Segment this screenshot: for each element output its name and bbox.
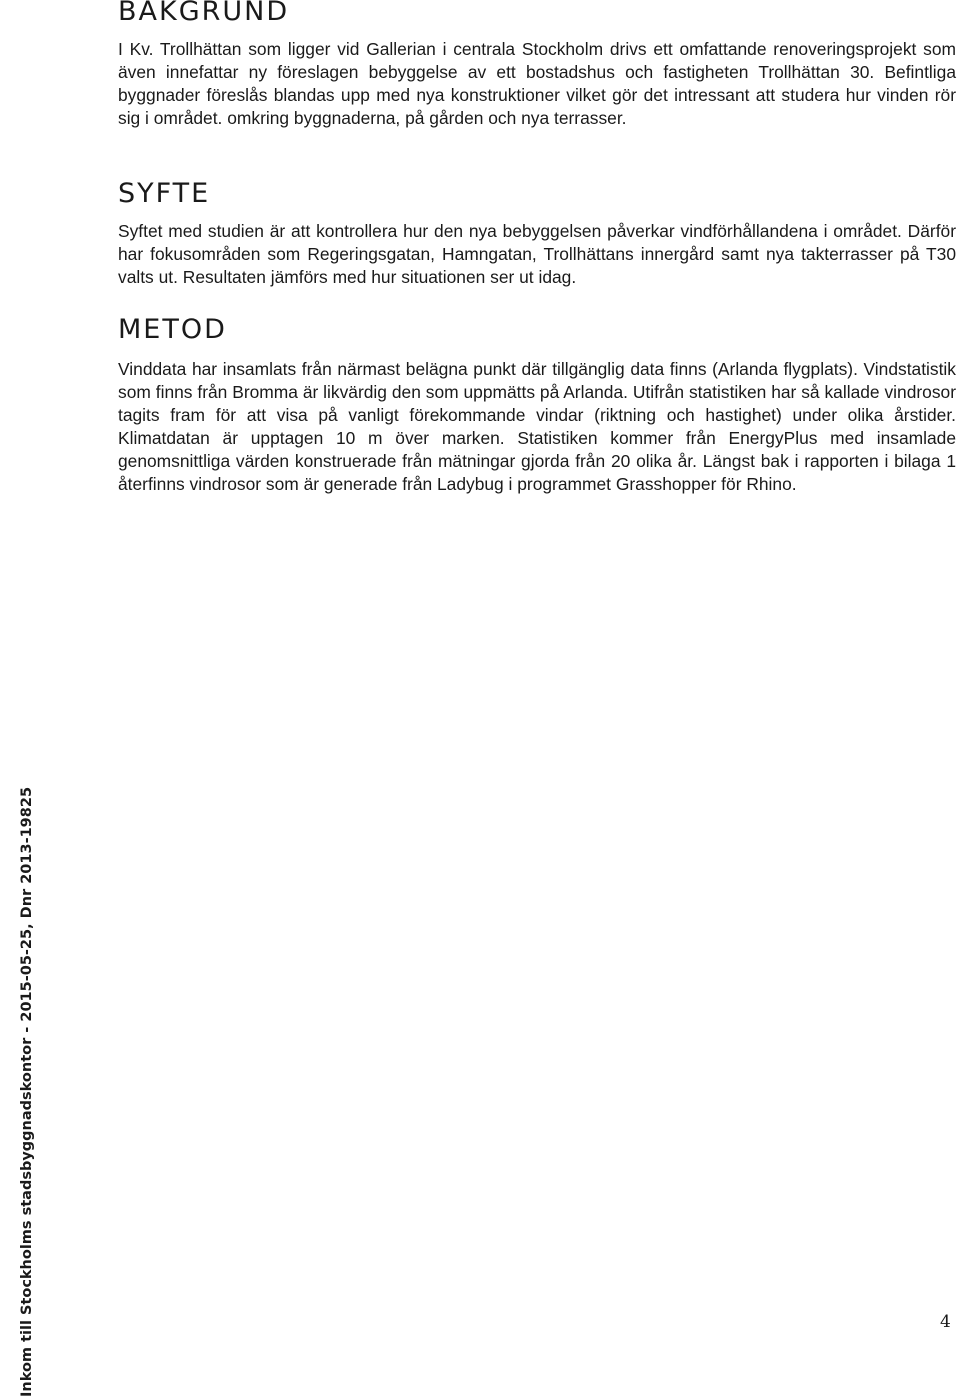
section-heading-syfte: SYFTE — [118, 178, 211, 209]
page-number: 4 — [940, 1312, 951, 1332]
received-stamp-text: Inkom till Stockholms stadsbyggnadskontor - 2015-05-25, Dnr 2013-19825 — [19, 786, 35, 1397]
section-text-syfte: Syftet med studien är att kontrollera hur den nya bebyggelsen påverkar vindförhållandena i området. Därför har fokusområden som Regeringsgatan, Hamngatan, Trollhättans innergård samt nya takterrasser på T30 valts ut. Resultaten jämförs med hur situationen ser ut idag. — [118, 221, 956, 287]
section-heading-metod: METOD — [118, 314, 227, 345]
section-text-metod: Vinddata har insamlats från närmast belägna punkt där tillgänglig data finns (Arlanda flygplats). Vindstatistik som finns från Bromma är likvärdig den som uppmätts på Arlanda. Utifrån statistiken har så kallade vindrosor tagits fram för att visa på vanligt förekommande vindar (riktning och hastighet) under olika årstider. Klimatdatan är upptagen 10 m över marken. Statistiken kommer från EnergyPlus med insamlade genomsnittliga värden konstruerade från mätningar gjorda från 20 olika år. Längst bak i rapporten i bilaga 1 återfinns vindrosor som är generade från Ladybug i programmet Grasshopper för Rhino. — [118, 359, 956, 494]
section-heading-bakgrund: BAKGRUND — [118, 0, 290, 27]
section-text-bakgrund: I Kv. Trollhättan som ligger vid Gallerian i centrala Stockholm drivs ett omfattande renoveringsprojekt som även innefattar ny föreslagen bebyggelse av ett bostadshus och fastigheten Trollhättan 30. Befintliga byggnader föreslås blandas upp med nya konstruktioner vilket gör det intressant att studera hur vinden rör sig i området. omkring byggnaderna, på gården och nya terrasser. — [118, 39, 956, 128]
